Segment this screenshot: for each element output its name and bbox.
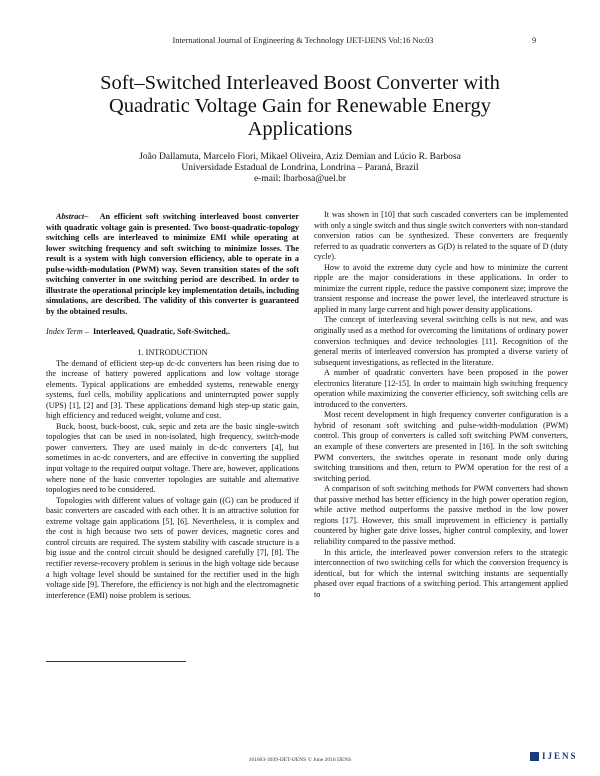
right-paragraph-2: How to avoid the extreme duty cycle and how to minimize the current ripple are the major considerations in these applications. In order to minimize the current ripple, reduce the passive component size; improve the transient response and increase the power level, the interleaved structure is applied in many large current and high power density applications. <box>314 262 568 314</box>
footnote-divider <box>46 661 186 662</box>
logo-text: IJENS <box>542 751 578 761</box>
paper-title <box>40 72 560 141</box>
right-paragraph-6: A comparison of soft switching methods for PWM converters had shown that passive method has better efficiency in the high power operation region, while active method outperforms the passive method in the low power regions [17]. However, this small improvement in efficiency is partially countered by higher gate drive losses, higher control complexity, and lower reliability compared to the passive method. <box>314 484 568 546</box>
publisher-logo <box>530 751 578 761</box>
abstract <box>46 212 299 317</box>
index-terms <box>46 327 299 338</box>
logo-square-icon <box>530 752 539 761</box>
right-paragraph-3: The concept of interleaving several switching cells is not new, and was originally used as a method for overcoming the limitations of ordinary power conversion techniques and device technologies [11]. Recognition of the general merits of interleaved conversion has prompted a diverse variety of subsequent investigations, as reflected in the literature. <box>314 315 568 367</box>
intro-paragraph-3: Topologies with different values of voltage gain ((G) can be produced if basic converters are cascaded with each other. It is an attractive solution for extreme voltage gain applications [5], [6]. Nevertheless, it is complex and the cost is high because two sets of power devices, magnetic cores and control circuits are required. The system stability with cascade structure is a big issue and the control circuit should be designed carefully [7], [8]. The rectifier reverse-recovery problem is serious in the high voltage side because a high voltage level should be sustained for the rectifier used in the high voltage side [9]. Therefore, the efficiency is not high and the electromagnetic interference (EMI) noise problem is serious. <box>46 495 299 600</box>
abstract-label: Abstract– <box>56 212 89 221</box>
footer-copyright: 161603-3939-IJET-IJENS © June 2016 IJENS <box>248 757 352 763</box>
right-paragraph-1: It was shown in [10] that such cascaded converters can be implemented with only a single switch and thus single switch converters with non-standard conversion ratios can be synthesized. These converters are frequently referred to as quadratic converters as G(D) is related to the square of D (duty cycle). <box>314 210 568 262</box>
index-terms-text: Interleaved, Quadratic, Soft-Switched,. <box>93 327 230 337</box>
journal-header: International Journal of Engineering & Technology IJET-IJENS Vol:16 No:03 <box>172 36 434 45</box>
title-line-2: Quadratic Voltage Gain for Renewable Energy <box>109 95 491 117</box>
index-terms-label: Index Term – <box>46 327 89 337</box>
intro-paragraph-2: Buck, boost, buck-boost, cuk, sepic and zeta are the basic single-switch topologies that can be used in non-isolated, high frequency, switch-mode power converters. They are used mainly in dc-dc converters [4], but sometimes in ac-dc converters, and are effective in converting the supplied input voltage to the required output voltage. There are, however, applications where none of the basic converter topologies are suitable and alternative topologies need to be considered. <box>46 421 299 495</box>
right-paragraph-4: A number of quadratic converters have been proposed in the power electronics literature [12-15]. In order to maintain high switching frequency operation while maximizing the converter efficiency, soft switching cells are introduced to the converters. <box>314 368 568 409</box>
author-block <box>40 152 560 185</box>
right-paragraph-7: In this article, the interleaved power conversion refers to the strategic interconnection of two switching cells for which the conversion frequency is identical, but for which the internal switching instants are sequentially phased over equal fractions of a switching period. This arrangement applied to <box>314 547 568 599</box>
left-column <box>46 212 299 601</box>
section-heading-introduction: 1. INTRODUCTION <box>137 348 208 358</box>
author-email: e-mail: lbarbosa@uel.br <box>253 174 347 184</box>
right-column <box>314 210 568 600</box>
page-number: 9 <box>532 36 537 45</box>
abstract-text: An efficient soft switching interleaved boost converter with quadratic voltage gain is presented. Two boost-quadratic-topology switching cells are interleaved to minimize EMI while operating at lower switching frequency and soft switching to minimize losses. The result is a system with high conversion efficiency, able to operate in a pulse-width-modulation (PWM) way. Seven transition states of the soft switching converter in one switching period are described. In order to illustrate the operational principle key implementation details, including simulations, are described. The validity of this converter is guaranteed by the obtained results. <box>46 212 299 316</box>
right-paragraph-5: Most recent development in high frequency converter configuration is a hybrid of resonant soft switching and pulse-width-modulation (PWM) control. This group of converters is called soft switching PWM converters, an example of these converters are presented in [16]. In the soft switching PWM converters, the switches operate in resonant mode only during switching transitions and then, return to PWM operation for the rest of a switching period. <box>314 410 568 483</box>
title-line-1: Soft–Switched Interleaved Boost Converter with <box>100 72 500 94</box>
intro-paragraph-1: The demand of efficient step-up dc-dc converters has been rising due to the increase of battery powered applications and low voltage storage elements. Typical applications are embedded systems, renewable energy systems, fuel cells, mobility applications and uninterrupted power supply (UPS) [1], [2] and [3]. These applications demand high step-up static gain, high efficiency and reduced weight, volume and cost. <box>46 358 299 421</box>
author-names: João Dallamuta, Marcelo Fiori, Mikael Oliveira, Aziz Demian and Lúcio R. Barbosa <box>139 152 461 162</box>
title-line-3: Applications <box>247 118 353 140</box>
author-affiliation: Universidade Estadual de Londrina, Londrina – Paraná, Brazil <box>181 163 419 173</box>
